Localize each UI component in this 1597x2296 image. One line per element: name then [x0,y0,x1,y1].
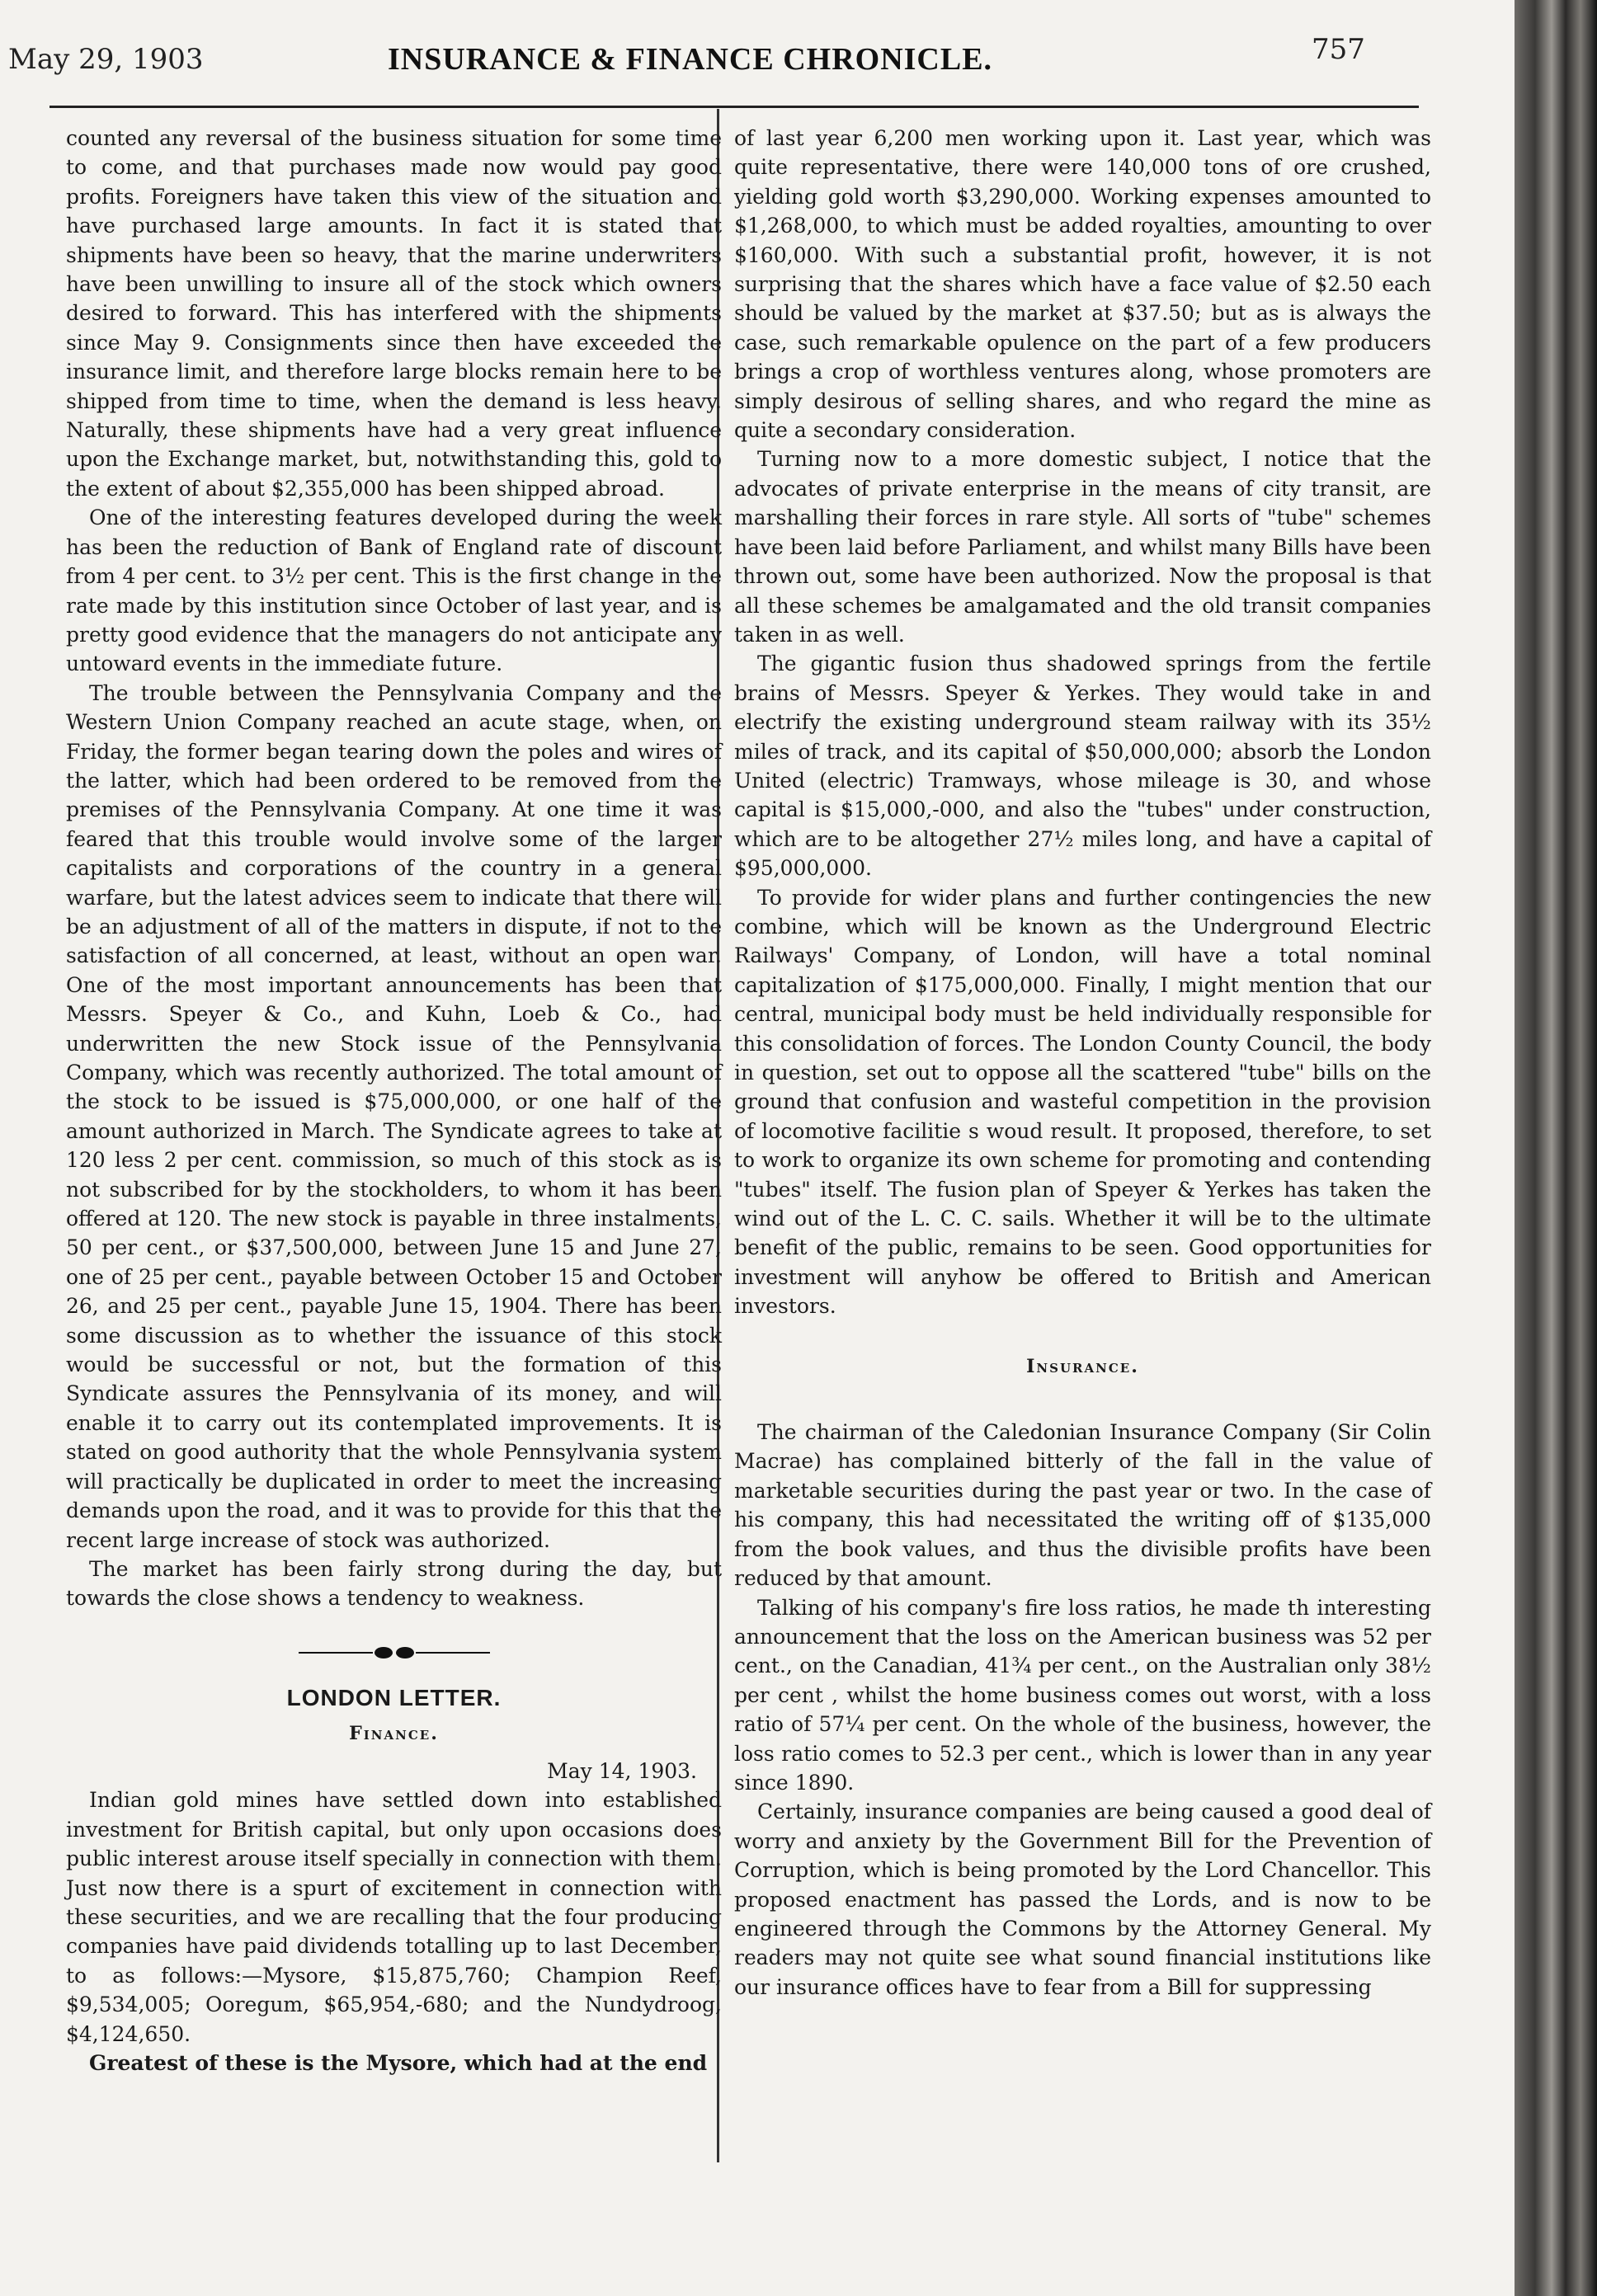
right-paragraph-3: The gigantic fusion thus shadowed springs from the fertile brains of Messrs. Speyer & Yerkes. They would take in and electrify the existing underground steam railway with its 35½ miles of track, and its capital of $50,000,000; absorb the London United (electric) Tramways, whose mileage is 30, and whose capital is $15,000,-000, and also the "tubes" under construction, which are to be altogether 27½ miles long, and have a capital of $95,000,000. [734,652,1431,881]
book-spine [1515,0,1597,2296]
left-paragraph-1: counted any reversal of the business situation for some time to come, and that purchases made now would pay good profits. Foreigners have taken this view of the situation and have purchased large amounts. In fact it is stated that shipments have been so heavy, that the marine underwriters have been unwilling to insure all of the stock which owners desired to forward. This has interfered with the shipments since May 9. Consignments since then have exceeded the insurance limit, and therefore large blocks remain here to be shipped from time to time, when the demand is less heavy. Naturally, these shipments have had a very great influence upon the Exchange market, but, notwithstanding this, gold to the extent of about $2,355,000 has been shipped abroad. [66,126,722,501]
left-paragraph-2: One of the interesting features developed during the week has been the reduction of Bank of England rate of discount from 4 per cent. to 3½ per cent. This is the first change in the rate made by this institution since October of last year, and is pretty good evidence that the managers do not anticipate any untoward events in the immediate future. [66,506,722,676]
header-rule [49,106,1419,108]
london-letter-heading: LONDON LETTER. [286,1685,502,1711]
left-paragraph-3: The trouble between the Pennsylvania Company and the Western Union Company reached an acute stage, when, on Friday, the former began tearing down the poles and wires of the latter, which had been ordered to be removed from the premises of the Pennsylvania Company. At one time it was feared that this trouble would involve some of the larger capitalists and corporations of the country in a general warfare, but the latest advices seem to indicate that there will be an adjustment of all of the matters in dispute, if not to the satisfaction of all concerned, at least, without an open war. One of the most important announcements has been that Messrs. Speyer & Co., and Kuhn, Loeb & Co., had underwritten the new Stock issue of the Pennsylvania Company, which was recently authorized. The total amount of the stock to be issued is $75,000,000, or one half of the amount authorized in March. The Syndicate agrees to take at 120 less 2 per cent. commission, so much of this stock as is not subscribed for by the stockholders, to whom it has been offered at 120. The new stock is payable in three instalments, 50 per cent., or $37,500,000, between June 15 and June 27, one of 25 per cent., payable between October 15 and October 26, and 25 per cent., payable June 15, 1904. There has been some discussion as to whether the issuance of this stock would be successful or not, but the formation of this Syndicate assures the Pennsylvania of its money, and will enable it to carry out its contemplated improvements. It is stated on good authority that the whole Pennsylvania system will practically be duplicated in order to meet the increasing demands upon the road, and it was to provide for this that the recent large increase of stock was authorized. [66,680,722,1552]
right-paragraph-6: Talking of his company's fire loss ratios, he made th interesting announcement that the loss on the American business was 52 per cent., on the Canadian, 41¾ per cent., on the Australian only 38½ per cent , whilst the home business comes out worst, with a loss ratio of 57¼ per cent. On the whole of the business, however, the loss ratio comes to 52.3 per cent., which is lower than in any year since 1890. [734,1595,1431,1795]
right-paragraph-2: Turning now to a more domestic subject, I notice that the advocates of private enterprise in the means of city transit, are marshalling their forces in rare style. All sorts of "tube" schemes have been laid before Parliament, and whilst many Bills have been thrown out, some have been authorized. Now the proposal is that all these schemes be amalgamated and the old transit companies taken in as well. [734,447,1431,647]
header-date: May 29, 1903 [8,43,204,76]
right-paragraph-4: To provide for wider plans and further contingencies the new combine, which will be known as the Underground Electric Railways' Company, of London, will have a total nominal capitalization of $175,000,000. Finally, I might mention that our central, municipal body must be held individually responsible for this consolidation of forces. The London County Council, the body in question, set out to oppose all the scattered "tube" bills on the ground that confusion and wasteful competition in the provision of locomotive facilitie s woud result. It proposed, therefore, to set to work to organize its own scheme for promoting and contending "tubes" itself. The fusion plan of Speyer & Yerkes has taken the wind out of the L. C. C. sails. Whether it will be to the ultimate benefit of the public, remains to be seen. Good opportunities for investment will anyhow be offered to British and American investors. [734,885,1431,1319]
right-paragraph-7: Certainly, insurance companies are being caused a good deal of worry and anxiety by the Government Bill for the Prevention of Corruption, which is being promoted by the Lord Chancellor. This proposed enactment has passed the Lords, and is now to be engineered through the Commons by the Attorney General. My readers may not quite see what sound financial institutions like our insurance offices have to fear from a Bill for suppressing [734,1800,1431,1999]
left-column [66,124,722,2077]
header-title: INSURANCE & FINANCE CHRONICLE. [388,42,993,77]
right-paragraph-1: of last year 6,200 men working upon it. Last year, which was quite representative, there were 140,000 tons of ore crushed, yielding gold worth $3,290,000. Working expenses amounted to $1,268,000, to which must be added royalties, amounting to over $160,000. With such a substantial profit, however, it is not surprising that the shares which have a face value of $2.50 each should be valued by the market at $37.50; but as is always the case, such remarkable opulence on the part of a few producers brings a crop of worthless ventures along, whose promoters are simply desirous of selling shares, and who regard the mine as quite a secondary consideration. [734,126,1431,443]
right-column [734,124,1431,2002]
page-number: 757 [1312,33,1365,66]
letter-dateline: May 14, 1903. [547,1758,697,1783]
right-paragraph-5: The chairman of the Caledonian Insurance Company (Sir Colin Macrae) has complained bitterly of the fall in the value of marketable securities during the past year or two. In the case of his company, this had necessitated the writing off of $135,000 from the book values, and thus the divisible profits have been reduced by that amount. [734,1420,1431,1591]
left-paragraph-4: The market has been fairly strong during the day, but towards the close shows a tendency to weakness. [66,1556,722,1611]
finance-heading: Finance. [349,1722,439,1744]
left-paragraph-5: Indian gold mines have settled down into established investment for British capital, but only upon occasions does public interest arouse itself specially in connection with them. Just now there is a spurt of excitement in connection with these securities, and we are recalling that the four producing companies have paid dividends totalling up to last December, to as follows:—Mysore, $15,875,760; Champion Reef, $9,534,005; Ooregum, $65,954,-680; and the Nundydroog, $4,124,650. [66,1788,722,2046]
section-ornament [66,1638,722,1667]
insurance-heading: Insurance. [1026,1355,1139,1377]
left-paragraph-6: Greatest of these is the Mysore, which had at the end [89,2051,708,2075]
